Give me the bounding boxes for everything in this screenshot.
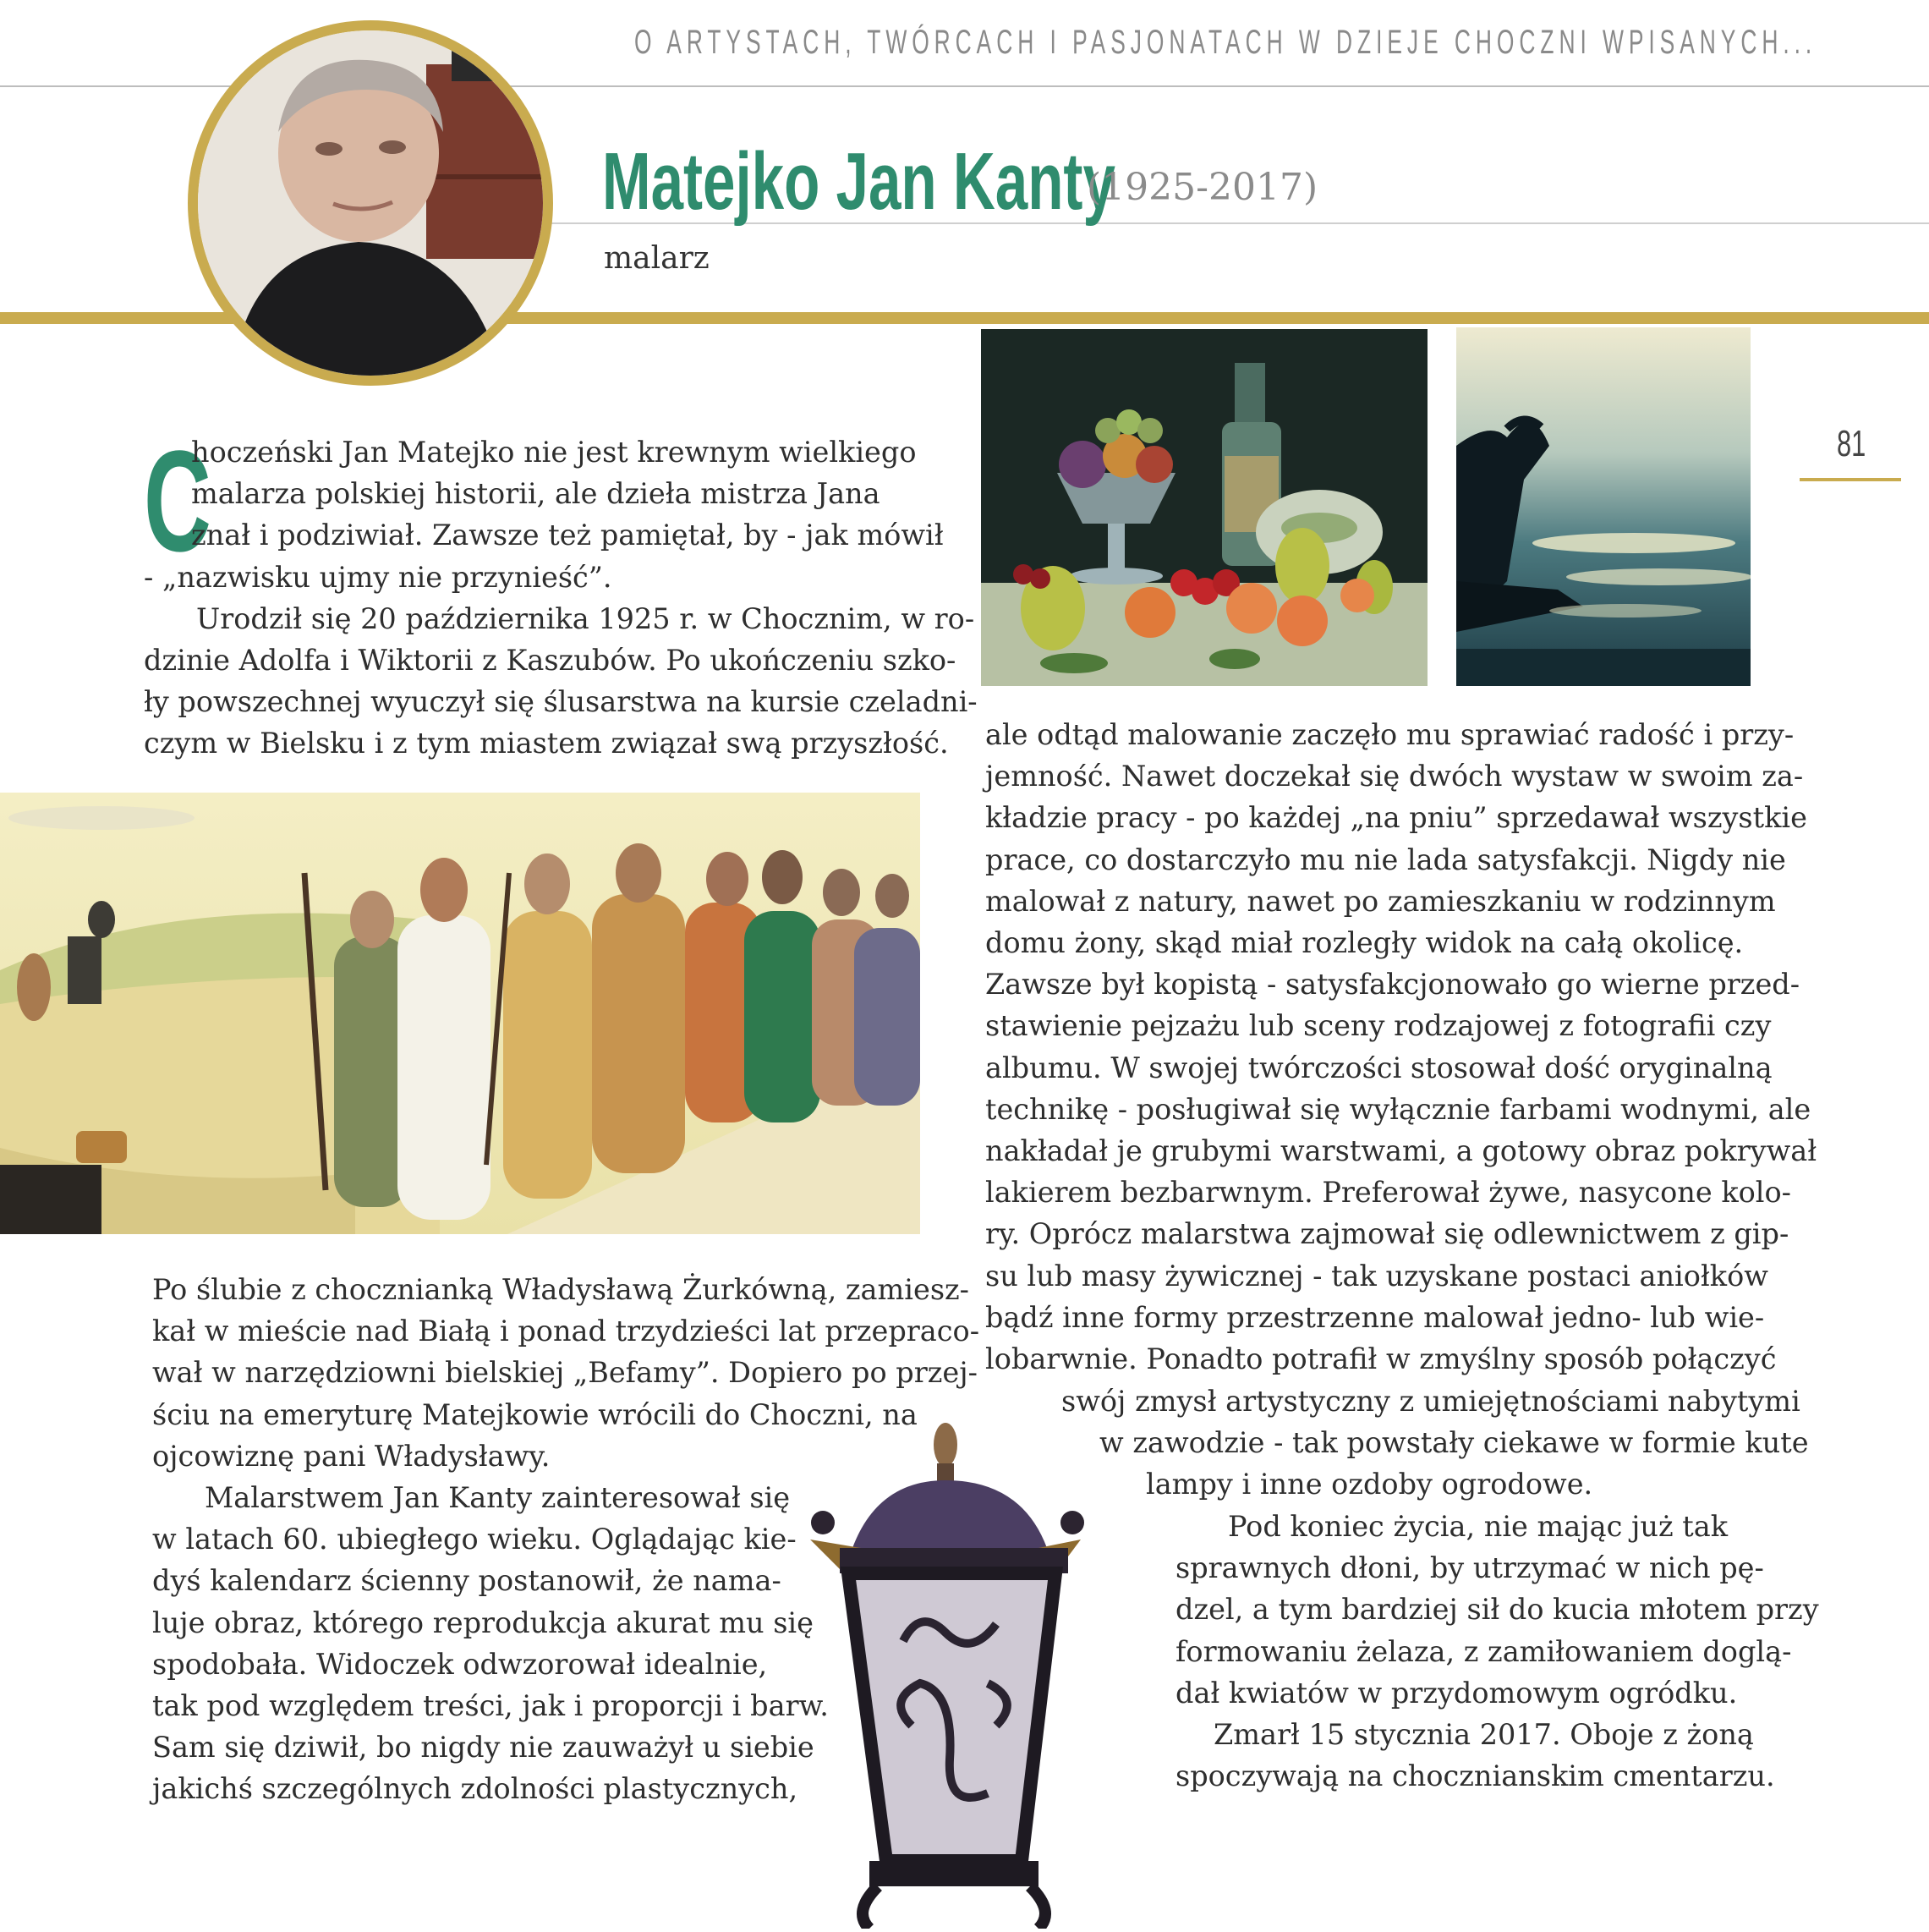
- life-years: (1925-2017): [1087, 166, 1318, 209]
- page-number: 81: [1837, 423, 1866, 464]
- text-line: malował z natury, nawet po zamieszkaniu w rodzinnym: [985, 884, 1776, 918]
- text-line: znał i podziwiał. Zawsze też pamiętał, by - jak mówił: [191, 519, 944, 552]
- text-line: dzinie Adolfa i Wiktorii z Kaszubów. Po ukończeniu szko-: [144, 644, 956, 678]
- text-line: kładzie pracy - po każdej „na pniu” sprzedawał wszystkie: [985, 801, 1807, 835]
- text-line: wał w narzędziowni bielskiej „Befamy”. Dopiero po przej-: [152, 1356, 978, 1390]
- text-line: w latach 60. ubiegłego wieku. Oglądając kie-: [152, 1523, 797, 1556]
- text-line: su lub masy żywicznej - tak uzyskane postaci aniołków: [985, 1259, 1768, 1293]
- text-line: nakładał je grubymi warstwami, a gotowy obraz pokrywał: [985, 1134, 1817, 1168]
- text-line: lobarwnie. Ponadto potrafił w zmyślny sposób połączyć: [985, 1342, 1777, 1376]
- harvest-painting: [0, 793, 920, 1234]
- drop-cap: C: [144, 421, 211, 582]
- article-column-1-bottom: [152, 1477, 829, 1810]
- lantern-photo: [802, 1421, 1118, 1929]
- text-line: czym w Bielsku i z tym miastem związał swą przyszłość.: [144, 727, 949, 760]
- seascape-painting: [1456, 327, 1751, 686]
- text-line: - „nazwisku ujmy nie przynieść”.: [144, 560, 612, 594]
- text-line: spodobała. Widoczek odwzorował idealnie,: [152, 1647, 768, 1681]
- text-line: kał w mieście nad Białą i ponad trzydzieści lat przepraco-: [152, 1315, 980, 1348]
- text-line: jakichś szczególnych zdolności plastycznych,: [152, 1772, 798, 1806]
- text-line: spoczywają na chocznianskim cmentarzu.: [1175, 1759, 1775, 1793]
- text-line: ły powszechnej wyuczył się ślusarstwa na kursie czeladni-: [144, 685, 978, 719]
- text-line: ściu na emeryturę Matejkowie wrócili do Choczni, na: [152, 1397, 918, 1431]
- text-line: jemność. Nawet doczekał się dwóch wystaw w swoim za-: [985, 760, 1804, 793]
- text-line: domu żony, skąd miał rozległy widok na całą okolicę.: [985, 926, 1744, 960]
- text-line: dał kwiatów w przydomowym ogródku.: [1175, 1676, 1738, 1710]
- text-line: w zawodzie - tak powstały ciekawe w formie kute: [1099, 1426, 1809, 1460]
- text-line: formowaniu żelaza, z zamiłowaniem doglą-: [1175, 1634, 1792, 1668]
- page-number-rule: [1800, 478, 1901, 481]
- text-line: lampy i inne ozdoby ogrodowe.: [1146, 1468, 1593, 1501]
- text-line: Malarstwem Jan Kanty zainteresował się: [205, 1481, 791, 1514]
- text-line: technikę - posługiwał się wyłącznie farbami wodnymi, ale: [985, 1092, 1811, 1126]
- article-column-2-wrap-1: [1061, 1380, 1809, 1506]
- text-line: Pod koniec życia, nie mając już tak: [1228, 1510, 1729, 1543]
- text-line: ale odtąd malowanie zaczęło mu sprawiać radość i przy-: [985, 718, 1795, 751]
- text-line: dzel, a tym bardziej sił do kucia młotem przy: [1175, 1593, 1819, 1627]
- page-title: Matejko Jan Kanty: [602, 136, 1115, 227]
- text-line: Zmarł 15 stycznia 2017. Oboje z żoną: [1214, 1718, 1754, 1752]
- text-line: tak pod względem treści, jak i proporcji i barw.: [152, 1689, 829, 1723]
- text-line: bądź inne formy przestrzenne malował jedno- lub wie-: [985, 1300, 1765, 1334]
- article-column-2-wrap-2: [1175, 1506, 1819, 1797]
- text-line: prace, co dostarczyło mu nie lada satysfakcji. Nigdy nie: [985, 843, 1786, 876]
- portrait-photo: [188, 20, 553, 386]
- text-line: swój zmysł artystyczny z umiejętnościami nabytymi: [1061, 1385, 1800, 1418]
- text-line: lakierem bezbarwnym. Preferował żywe, nasycone kolo-: [985, 1176, 1791, 1210]
- text-line: Sam się dziwił, bo nigdy nie zauważył u siebie: [152, 1731, 814, 1765]
- text-line: albumu. W swojej twórczości stosował dość oryginalną: [985, 1051, 1773, 1084]
- text-line: ry. Oprócz malarstwa zajmował się odlewnictwem z gip-: [985, 1217, 1789, 1251]
- text-line: Urodził się 20 października 1925 r. w Chocznim, w ro-: [196, 601, 975, 635]
- text-line: Zawsze był kopistą - satysfakcjonowało go wierne przed-: [985, 968, 1800, 1002]
- text-line: Po ślubie z chocznianką Władysławą Żurkówną, zamiesz-: [152, 1273, 969, 1306]
- still-life-painting: [981, 329, 1428, 686]
- article-column-1-top: [144, 421, 978, 765]
- text-line: luje obraz, którego reprodukcja akurat mu się: [152, 1605, 814, 1639]
- running-head: O ARTYSTACH, TWÓRCACH I PASJONATACH W DZIEJE CHOCZNI WPISANYCH...: [634, 24, 1817, 61]
- article-column-2-top: [985, 714, 1817, 1380]
- text-line: hoczeński Jan Matejko nie jest krewnym wielkiego: [191, 436, 917, 469]
- profession-label: malarz: [604, 241, 710, 276]
- text-line: malarza polskiej historii, ale dzieła mistrza Jana: [191, 477, 880, 511]
- text-line: ojcowiznę pani Władysławy.: [152, 1439, 551, 1473]
- text-line: dyś kalendarz ścienny postanowił, że nama-: [152, 1564, 781, 1598]
- text-line: stawienie pejzażu lub sceny rodzajowej z fotografii czy: [985, 1009, 1772, 1043]
- text-line: sprawnych dłoni, by utrzymać w nich pę-: [1175, 1551, 1764, 1585]
